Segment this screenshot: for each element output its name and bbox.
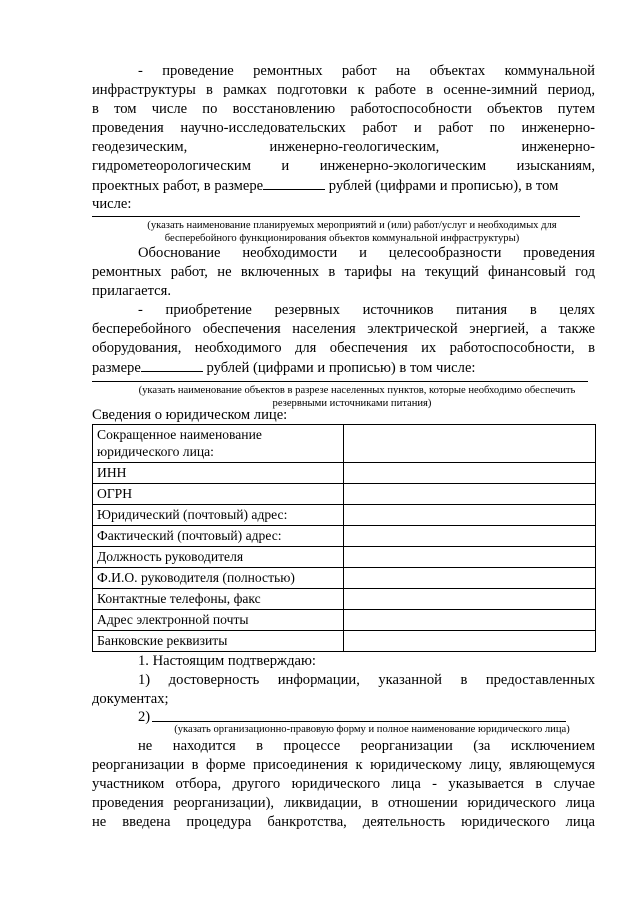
table-row: [93, 505, 596, 526]
table-row: [93, 484, 596, 505]
amount2-suffix: рублей (цифрами и прописью) в том числе:: [206, 360, 476, 376]
table-row: [93, 425, 596, 463]
table-row: [93, 547, 596, 568]
legal-entity-heading: Сведения о юридическом лице:: [92, 407, 288, 423]
row-value-phones[interactable]: [344, 589, 596, 610]
paragraph2-line-3: прилагается.: [92, 283, 172, 299]
paragraph1-line-8: числе:: [92, 196, 132, 212]
confirm-line-1: не находится в процессе реорганизации (за исключением: [138, 738, 595, 754]
confirm-line-4: проведения реорганизации), ликвидации, в отношении юридического лица: [92, 795, 595, 811]
row-value-actual-address[interactable]: [344, 526, 596, 547]
amount2-label: размере: [92, 360, 141, 376]
confirm-item2-number: 2): [138, 709, 151, 725]
legal-entity-table: [92, 424, 596, 652]
table-row: [93, 610, 596, 631]
row-value-director-position[interactable]: [344, 547, 596, 568]
paragraph3-line-2: бесперебойного обеспечения населения электрической энергией, а также: [92, 321, 595, 337]
row-value-short-name[interactable]: [344, 425, 596, 463]
paragraph2-line-2: ремонтных работ, не включенных в тарифы на текущий финансовый год: [92, 264, 595, 280]
fill-line-3[interactable]: [152, 721, 566, 722]
row-label-bank-details: Банковские реквизиты: [93, 631, 344, 652]
paragraph1-line-2: инфраструктуры в рамках подготовки к работе в осенне-зимний период,: [92, 82, 595, 98]
paragraph1-line-1: - проведение ремонтных работ на объектах коммунальной: [138, 63, 595, 79]
amount-blank-2[interactable]: [141, 358, 203, 372]
amount-label: проектных работ, в размере: [92, 178, 264, 194]
paragraph1-line-6: гидрометеорологическим и инженерно-экологическим изысканиям,: [92, 158, 595, 174]
amount-suffix: рублей (цифрами и прописью), в том: [328, 178, 559, 194]
paragraph1-line-5: геодезическим, инженерно-геологическим, инженерно-: [92, 139, 595, 155]
hint2-line-1: (указать наименование объектов в разрезе населенных пунктов, которые необходимо обеспечить: [138, 385, 576, 396]
hint1-line-1: (указать наименование планируемых мероприятий и (или) работ/услуг и необходимых для: [147, 220, 557, 231]
table-row: [93, 526, 596, 547]
row-label-phones: Контактные телефоны, факс: [93, 589, 344, 610]
fill-line-2[interactable]: [92, 381, 588, 382]
row-value-director-name[interactable]: [344, 568, 596, 589]
row-label-inn: ИНН: [93, 463, 344, 484]
row-label-director-position: Должность руководителя: [93, 547, 344, 568]
confirm-item1-line-1: 1) достоверность информации, указанной в предоставленных: [138, 672, 595, 688]
hint1-line-2: бесперебойного функционирования объектов коммунальной инфраструктуры): [164, 233, 520, 244]
confirm-item1-line-2: документах;: [92, 691, 169, 707]
hint2-line-2: резервными источниками питания): [272, 398, 432, 409]
row-label-actual-address: Фактический (почтовый) адрес:: [93, 526, 344, 547]
paragraph3-line-1: - приобретение резервных источников питания в целях: [138, 302, 595, 318]
row-value-email[interactable]: [344, 610, 596, 631]
row-label-short-name: Сокращенное наименование юридического лица:: [93, 425, 344, 463]
table-row: [93, 568, 596, 589]
confirm-heading: 1. Настоящим подтверждаю:: [138, 653, 316, 669]
row-label-ogrn: ОГРН: [93, 484, 344, 505]
row-value-bank-details[interactable]: [344, 631, 596, 652]
row-value-inn[interactable]: [344, 463, 596, 484]
paragraph3-line-4: [92, 358, 595, 379]
confirm-line-2: реорганизации в форме присоединения к юридическому лицу, являющемуся: [92, 757, 595, 773]
confirm-line-3: участником отбора, другого юридического лица - указывается в случае: [92, 776, 595, 792]
paragraph2-line-1: Обоснование необходимости и целесообразности проведения: [138, 245, 595, 261]
row-value-ogrn[interactable]: [344, 484, 596, 505]
row-label-director-name: Ф.И.О. руководителя (полностью): [93, 568, 344, 589]
paragraph3-line-3: оборудования, необходимого для обеспечения их работоспособности, в: [92, 340, 595, 356]
amount-blank-1[interactable]: [263, 176, 325, 190]
row-label-legal-address: Юридический (почтовый) адрес:: [93, 505, 344, 526]
fill-line-1[interactable]: [92, 216, 580, 217]
row-value-legal-address[interactable]: [344, 505, 596, 526]
paragraph1-line-4: проведения научно-исследовательских работ и работ по инженерно-: [92, 120, 595, 136]
table-row: [93, 631, 596, 652]
paragraph1-line-3: в том числе по восстановлению работоспособности объектов путем: [92, 101, 595, 117]
paragraph1-line-7: [92, 176, 595, 197]
table-row: [93, 463, 596, 484]
hint3: (указать организационно-правовую форму и полное наименование юридического лица): [174, 724, 570, 735]
row-label-email: Адрес электронной почты: [93, 610, 344, 631]
table-row: [93, 589, 596, 610]
confirm-line-5: не введена процедура банкротства, деятельность юридического лица: [92, 814, 595, 830]
